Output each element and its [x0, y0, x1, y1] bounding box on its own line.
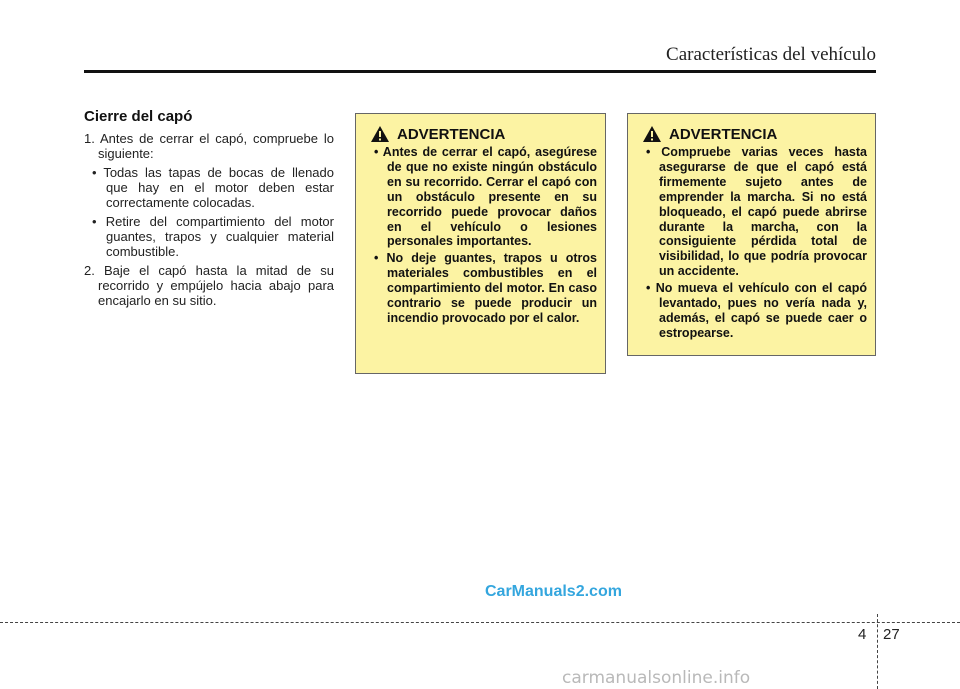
step-1-bullet-1: • Todas las tapas de bocas de llenado que hay en el motor deben estar correctamente colocadas.	[92, 165, 334, 210]
site-watermark: carmanualsonline.info	[562, 668, 751, 688]
chapter-number: 4	[858, 626, 867, 643]
warning-header	[370, 125, 597, 143]
instructions-column	[84, 109, 334, 308]
footer-page-separator	[877, 614, 878, 689]
step-1: 1. Antes de cerrar el capó, compruebe lo siguiente:	[84, 131, 334, 161]
warning-box-2	[627, 113, 876, 356]
warning-header	[642, 125, 867, 143]
warning-item: • No deje guantes, trapos u otros materiales combustibles en el compartimiento del motor. En caso contrario se puede producir un incendio provocado por el calor.	[374, 251, 597, 325]
header-rule	[84, 70, 876, 73]
step-1-bullet-2: • Retire del compartimiento del motor guantes, trapos y cualquier material combustible.	[92, 214, 334, 259]
warning-triangle-icon	[642, 125, 662, 143]
page-header-title: Características del vehículo	[666, 44, 876, 65]
warning-item: • No mueva el vehículo con el capó levantado, pues no vería nada y, además, el capó se puede caer o estropearse.	[646, 281, 867, 340]
warning-item: • Compruebe varias veces hasta asegurarse de que el capó está firmemente sujeto antes de emprender la marcha. Si no está bloqueado, el capó puede abrirse durante la marcha, con la consiguiente pérdida total de visibilidad, lo que podría provocar un accidente.	[646, 145, 867, 279]
page-number: 27	[883, 626, 900, 643]
watermark-link[interactable]: CarManuals2.com	[485, 583, 622, 600]
warning-triangle-icon	[370, 125, 390, 143]
step-2: 2. Baje el capó hasta la mitad de su recorrido y empújelo hacia abajo para encajarlo en su sitio.	[84, 263, 334, 308]
warning-title: ADVERTENCIA	[669, 125, 778, 143]
warning-title: ADVERTENCIA	[397, 125, 506, 143]
warning-item: • Antes de cerrar el capó, asegúrese de que no existe ningún obstáculo en su recorrido. Cerrar el capó con un obstáculo presente en su recorrido puede provocar daños en el vehículo o lesiones personales importantes.	[374, 145, 597, 249]
footer-divider	[0, 622, 960, 623]
warning-box-1	[355, 113, 606, 374]
section-heading: Cierre del capó	[84, 108, 193, 125]
